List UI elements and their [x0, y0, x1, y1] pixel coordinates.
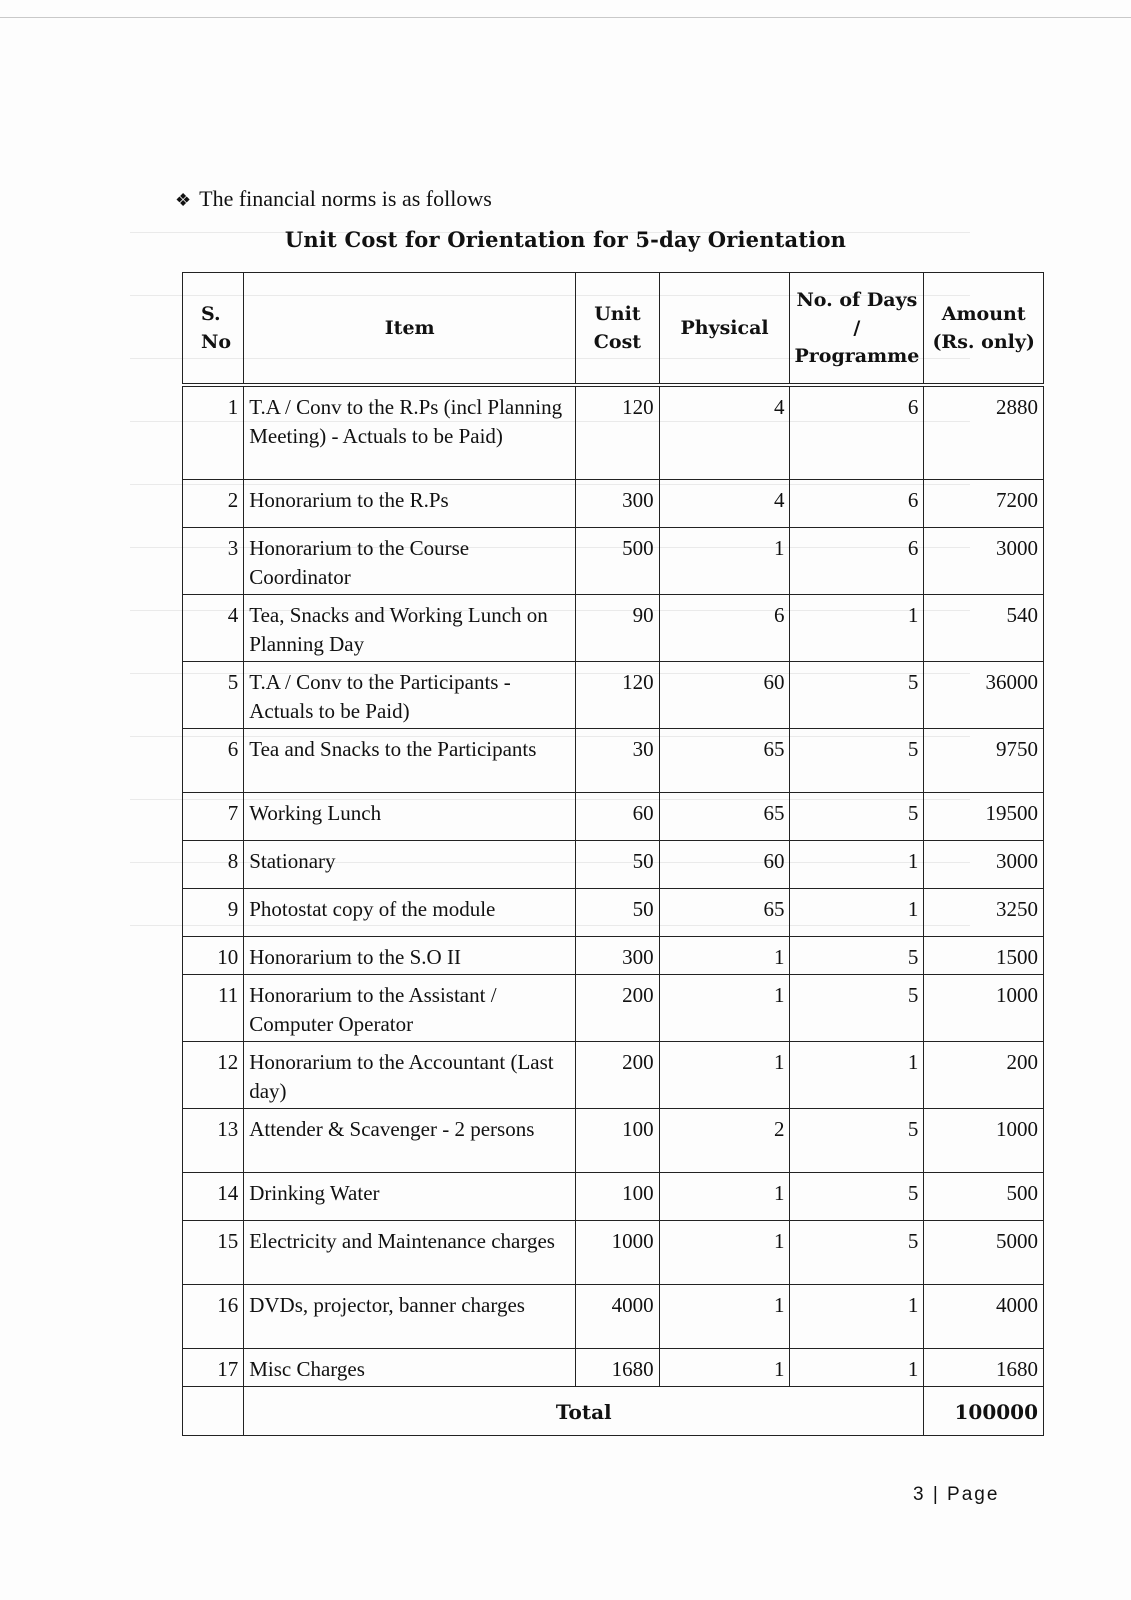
- row-days: 5: [790, 1172, 924, 1220]
- row-physical: 4: [659, 385, 790, 479]
- row-sno: 4: [183, 594, 244, 661]
- row-physical: 1: [659, 936, 790, 974]
- row-amount: 200: [924, 1041, 1044, 1108]
- row-item: Photostat copy of the module: [244, 888, 576, 936]
- total-label: Total: [244, 1386, 924, 1435]
- total-amount: 100000: [924, 1386, 1044, 1435]
- row-unit-cost: 50: [576, 840, 659, 888]
- row-physical: 1: [659, 1041, 790, 1108]
- page-title: Unit Cost for Orientation for 5-day Orientation: [284, 227, 847, 252]
- table-row: [183, 1108, 1044, 1172]
- total-row: [183, 1386, 1044, 1435]
- row-unit-cost: 300: [576, 479, 659, 527]
- table-row: [183, 728, 1044, 792]
- row-days: 1: [790, 840, 924, 888]
- row-physical: 1: [659, 527, 790, 594]
- table-row: [183, 479, 1044, 527]
- row-item: Stationary: [244, 840, 576, 888]
- row-physical: 1: [659, 974, 790, 1041]
- table-row: [183, 1172, 1044, 1220]
- row-item: Honorarium to the S.O II: [244, 936, 576, 974]
- total-empty-cell: [183, 1386, 244, 1435]
- row-physical: 65: [659, 728, 790, 792]
- row-amount: 3250: [924, 888, 1044, 936]
- row-unit-cost: 200: [576, 974, 659, 1041]
- row-unit-cost: 30: [576, 728, 659, 792]
- row-unit-cost: 1000: [576, 1220, 659, 1284]
- unit-cost-table: [182, 272, 1044, 1436]
- row-unit-cost: 4000: [576, 1284, 659, 1348]
- table-row: [183, 1348, 1044, 1386]
- table-row: [183, 888, 1044, 936]
- table-row: [183, 936, 1044, 974]
- table-row: [183, 385, 1044, 479]
- table-row: [183, 527, 1044, 594]
- row-item: Honorarium to the R.Ps: [244, 479, 576, 527]
- row-days: 1: [790, 594, 924, 661]
- row-amount: 1000: [924, 974, 1044, 1041]
- table-row: [183, 792, 1044, 840]
- row-physical: 6: [659, 594, 790, 661]
- row-unit-cost: 500: [576, 527, 659, 594]
- row-amount: 19500: [924, 792, 1044, 840]
- row-sno: 2: [183, 479, 244, 527]
- row-days: 5: [790, 792, 924, 840]
- row-unit-cost: 60: [576, 792, 659, 840]
- row-days: 1: [790, 1041, 924, 1108]
- row-physical: 2: [659, 1108, 790, 1172]
- row-sno: 16: [183, 1284, 244, 1348]
- row-item: Tea, Snacks and Working Lunch on Planning Day: [244, 594, 576, 661]
- page-number: 3 | Page: [913, 1484, 1000, 1505]
- row-days: 1: [790, 888, 924, 936]
- row-unit-cost: 90: [576, 594, 659, 661]
- row-physical: 65: [659, 792, 790, 840]
- row-sno: 3: [183, 527, 244, 594]
- row-amount: 9750: [924, 728, 1044, 792]
- row-unit-cost: 100: [576, 1172, 659, 1220]
- row-unit-cost: 100: [576, 1108, 659, 1172]
- row-sno: 6: [183, 728, 244, 792]
- page-top-rule: [0, 17, 1131, 18]
- table-header-row: [183, 273, 1044, 386]
- row-amount: 5000: [924, 1220, 1044, 1284]
- row-sno: 17: [183, 1348, 244, 1386]
- row-sno: 13: [183, 1108, 244, 1172]
- row-amount: 4000: [924, 1284, 1044, 1348]
- header-physical: Physical: [659, 273, 790, 386]
- row-days: 5: [790, 661, 924, 728]
- row-item: Electricity and Maintenance charges: [244, 1220, 576, 1284]
- header-item: Item: [244, 273, 576, 386]
- row-sno: 11: [183, 974, 244, 1041]
- row-sno: 15: [183, 1220, 244, 1284]
- row-physical: 4: [659, 479, 790, 527]
- row-sno: 5: [183, 661, 244, 728]
- row-amount: 1500: [924, 936, 1044, 974]
- row-unit-cost: 120: [576, 661, 659, 728]
- row-amount: 3000: [924, 840, 1044, 888]
- header-unit-cost: Unit Cost: [576, 273, 659, 386]
- row-days: 5: [790, 728, 924, 792]
- row-days: 1: [790, 1348, 924, 1386]
- table-row: [183, 1220, 1044, 1284]
- row-item: T.A / Conv to the R.Ps (incl Planning Meeting) - Actuals to be Paid): [244, 385, 576, 479]
- row-sno: 8: [183, 840, 244, 888]
- row-sno: 10: [183, 936, 244, 974]
- row-unit-cost: 300: [576, 936, 659, 974]
- row-sno: 9: [183, 888, 244, 936]
- row-unit-cost: 200: [576, 1041, 659, 1108]
- diamond-bullet-icon: ❖: [175, 190, 192, 210]
- row-days: 6: [790, 385, 924, 479]
- row-sno: 12: [183, 1041, 244, 1108]
- row-item: Honorarium to the Accountant (Last day): [244, 1041, 576, 1108]
- row-unit-cost: 1680: [576, 1348, 659, 1386]
- row-days: 5: [790, 1220, 924, 1284]
- row-item: T.A / Conv to the Participants - Actuals to be Paid): [244, 661, 576, 728]
- table-row: [183, 661, 1044, 728]
- header-amount: Amount (Rs. only): [924, 273, 1044, 386]
- table-row: [183, 594, 1044, 661]
- table-row: [183, 840, 1044, 888]
- financial-norms-text: The financial norms is as follows: [199, 186, 492, 211]
- row-days: 5: [790, 1108, 924, 1172]
- table-row: [183, 974, 1044, 1041]
- row-amount: 2880: [924, 385, 1044, 479]
- row-physical: 1: [659, 1172, 790, 1220]
- row-days: 6: [790, 479, 924, 527]
- row-item: Honorarium to the Course Coordinator: [244, 527, 576, 594]
- row-days: 6: [790, 527, 924, 594]
- row-physical: 1: [659, 1220, 790, 1284]
- row-physical: 1: [659, 1284, 790, 1348]
- row-days: 5: [790, 936, 924, 974]
- row-sno: 14: [183, 1172, 244, 1220]
- financial-norms-line: [175, 186, 492, 212]
- table-row: [183, 1041, 1044, 1108]
- header-sno: S. No: [183, 273, 244, 386]
- row-amount: 3000: [924, 527, 1044, 594]
- row-sno: 1: [183, 385, 244, 479]
- row-physical: 60: [659, 661, 790, 728]
- row-physical: 60: [659, 840, 790, 888]
- row-sno: 7: [183, 792, 244, 840]
- row-item: Honorarium to the Assistant / Computer Operator: [244, 974, 576, 1041]
- row-days: 5: [790, 974, 924, 1041]
- table-row: [183, 1284, 1044, 1348]
- row-physical: 1: [659, 1348, 790, 1386]
- header-days: No. of Days / Programme: [790, 273, 924, 386]
- row-item: Drinking Water: [244, 1172, 576, 1220]
- row-unit-cost: 50: [576, 888, 659, 936]
- row-amount: 500: [924, 1172, 1044, 1220]
- row-item: Working Lunch: [244, 792, 576, 840]
- row-item: DVDs, projector, banner charges: [244, 1284, 576, 1348]
- row-amount: 7200: [924, 479, 1044, 527]
- row-amount: 1680: [924, 1348, 1044, 1386]
- row-physical: 65: [659, 888, 790, 936]
- row-item: Attender & Scavenger - 2 persons: [244, 1108, 576, 1172]
- row-item: Misc Charges: [244, 1348, 576, 1386]
- row-amount: 36000: [924, 661, 1044, 728]
- row-item: Tea and Snacks to the Participants: [244, 728, 576, 792]
- row-days: 1: [790, 1284, 924, 1348]
- row-amount: 540: [924, 594, 1044, 661]
- row-unit-cost: 120: [576, 385, 659, 479]
- row-amount: 1000: [924, 1108, 1044, 1172]
